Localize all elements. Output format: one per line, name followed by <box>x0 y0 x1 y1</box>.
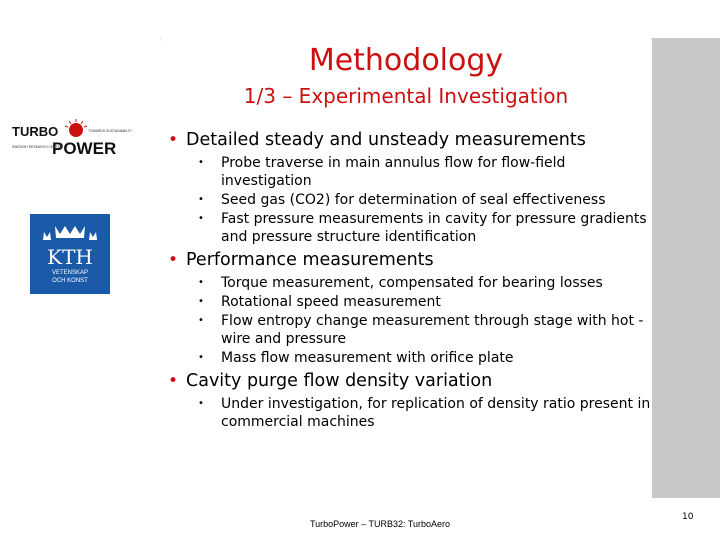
sub-bullet <box>168 154 651 190</box>
bullet-text: Detailed steady and unsteady measurements <box>186 130 586 150</box>
bullet-dot-icon: • <box>198 194 204 205</box>
bullet-dot-icon: • <box>198 315 204 326</box>
bullet-dot-icon: • <box>198 352 204 363</box>
sub-bullet-text: Flow entropy change measurement through stage with hot -wire and pressure <box>221 313 644 347</box>
bullet-dot-icon: • <box>198 157 204 168</box>
bullet-detailed-measurements <box>168 128 668 152</box>
bullet-text: Performance measurements <box>186 250 434 270</box>
sub-bullet-text: Seed gas (CO2) for determination of seal effectiveness <box>221 192 606 208</box>
bullet-performance-measurements <box>168 248 668 272</box>
sub-list-detailed <box>168 154 668 246</box>
turbopower-sun-icon <box>65 119 87 137</box>
sub-bullet-text: Probe traverse in main annulus flow for flow-field investigation <box>221 155 566 189</box>
kth-line2: OCH KONST <box>52 278 88 284</box>
sub-list-cavity <box>168 395 668 431</box>
sub-bullet <box>168 312 651 348</box>
turbopower-logo <box>12 118 132 158</box>
sub-bullet <box>168 210 651 246</box>
kth-line1: VETENSKAP <box>51 270 89 276</box>
bullet-dot-icon: • <box>198 296 204 307</box>
turbopower-logo-graphic <box>12 118 132 158</box>
sub-bullet-text: Under investigation, for replication of density ratio present in commercial machines <box>221 396 651 430</box>
turbopower-tagline-right: TOWARDS SUSTAINABILITY <box>88 129 132 133</box>
bullet-dot-icon: • <box>198 398 204 409</box>
sub-bullet-text: Fast pressure measurements in cavity for pressure gradients and pressure structure identification <box>221 211 647 245</box>
sub-bullet <box>168 293 651 311</box>
footer-text: TurboPower – TURB32: TurboAero <box>309 519 451 529</box>
turbo-word: TURBO <box>12 124 59 139</box>
bullet-dot-icon: • <box>198 277 204 288</box>
turbopower-tagline-left: SWEDISH RESEARCH CENTER <box>12 145 63 149</box>
kth-logo <box>30 214 110 294</box>
slide-title: Methodology <box>308 43 504 78</box>
sub-bullet <box>168 395 651 431</box>
bullet-dot-icon: • <box>198 213 204 224</box>
sub-bullet-text: Rotational speed measurement <box>221 294 441 310</box>
sub-bullet <box>168 274 651 292</box>
red-bullet-icon: • <box>168 250 179 270</box>
power-word: POWER <box>52 139 117 158</box>
sub-bullet <box>168 349 651 367</box>
sub-bullet-text: Torque measurement, compensated for bearing losses <box>221 275 603 291</box>
red-bullet-icon: • <box>168 371 179 391</box>
kth-logo-graphic <box>30 214 110 294</box>
kth-letters: KTH <box>47 245 93 269</box>
sub-list-performance <box>168 274 668 367</box>
sub-bullet-text: Mass flow measurement with orifice plate <box>221 350 514 366</box>
bullet-cavity-purge <box>168 369 668 393</box>
slide-subtitle: 1/3 – Experimental Investigation <box>243 84 569 108</box>
page-number: 10 <box>682 512 694 522</box>
bullet-text: Cavity purge flow density variation <box>186 371 493 391</box>
red-bullet-icon: • <box>168 130 179 150</box>
sub-bullet <box>168 191 651 209</box>
content-area <box>168 128 668 433</box>
